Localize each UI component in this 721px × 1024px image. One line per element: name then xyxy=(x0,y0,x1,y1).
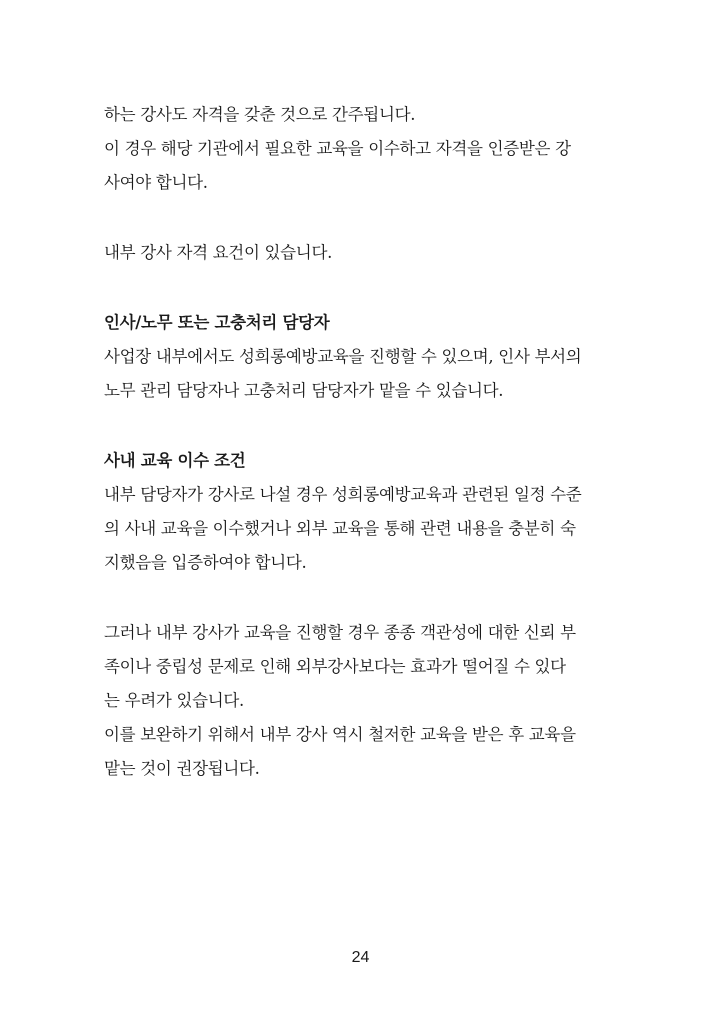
paragraph-gap xyxy=(104,580,604,616)
text-line: 는 우려가 있습니다. xyxy=(104,691,244,710)
text-line: 의 사내 교육을 이수했거나 외부 교육을 통해 관련 내용을 충분히 숙 xyxy=(104,519,576,538)
text-line: 지했음을 입증하여야 합니다. xyxy=(104,553,307,572)
text-line: 내부 강사 자격 요건이 있습니다. xyxy=(104,243,333,262)
text-line: 맡는 것이 권장됩니다. xyxy=(104,759,260,778)
paragraph xyxy=(104,236,604,270)
paragraph xyxy=(104,98,604,200)
paragraph xyxy=(104,616,604,786)
text-line: 사업장 내부에서도 성희롱예방교육을 진행할 수 있으며, 인사 부서의 xyxy=(104,347,582,366)
section xyxy=(104,306,604,408)
page-number: 24 xyxy=(351,949,370,966)
paragraph-gap xyxy=(104,200,604,236)
text-line: 사여야 합니다. xyxy=(104,173,208,192)
text-line: 노무 관리 담당자나 고충처리 담당자가 맡을 수 있습니다. xyxy=(104,381,504,400)
text-line: 내부 담당자가 강사로 나설 경우 성희롱예방교육과 관련된 일정 수준 xyxy=(104,485,582,504)
paragraph-gap xyxy=(104,408,604,444)
text-line: 하는 강사도 자격을 갖춘 것으로 간주됩니다. xyxy=(104,105,416,124)
section-heading: 사내 교육 이수 조건 xyxy=(104,451,246,470)
text-line: 이 경우 해당 기관에서 필요한 교육을 이수하고 자격을 인증받은 강 xyxy=(104,139,571,158)
text-line: 이를 보완하기 위해서 내부 강사 역시 철저한 교육을 받은 후 교육을 xyxy=(104,725,576,744)
text-line: 그러나 내부 강사가 교육을 진행할 경우 종종 객관성에 대한 신뢰 부 xyxy=(104,623,576,642)
paragraph-gap xyxy=(104,270,604,306)
text-line: 족이나 중립성 문제로 인해 외부강사보다는 효과가 떨어질 수 있다 xyxy=(104,657,566,676)
section xyxy=(104,444,604,580)
section-heading: 인사/노무 또는 고충처리 담당자 xyxy=(104,313,330,332)
page-content xyxy=(104,98,604,786)
